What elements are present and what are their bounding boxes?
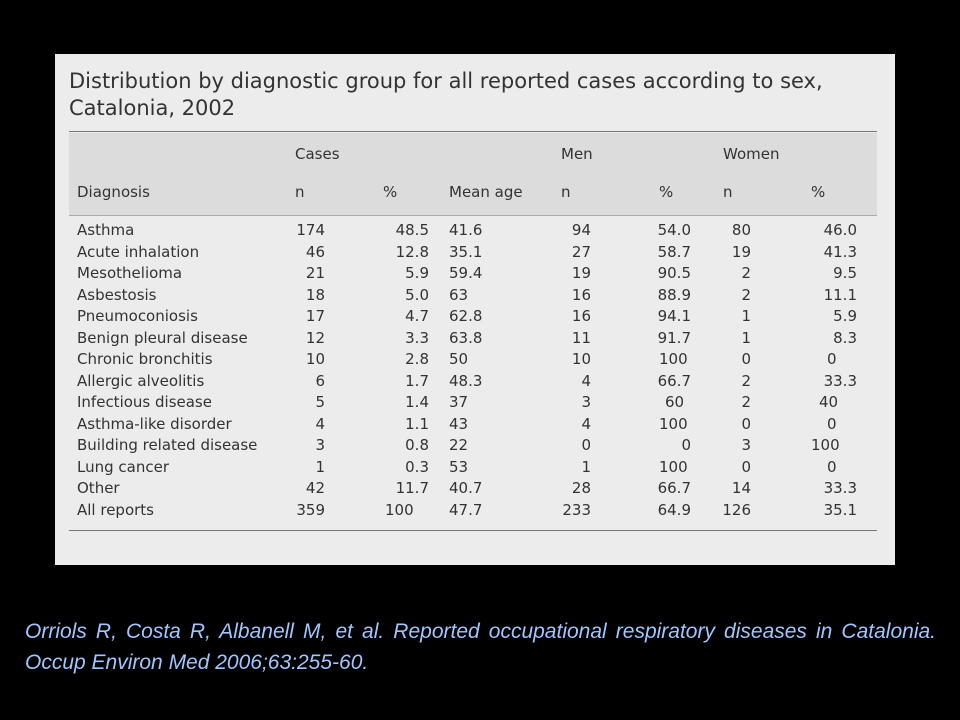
- cases-n-cell: 17: [305, 307, 325, 325]
- men-n-cell: 11: [571, 328, 591, 347]
- women-pct-cell: 11.1: [823, 285, 857, 304]
- men-pct-cell: 100: [659, 350, 688, 368]
- women-n-cell: 126: [722, 500, 751, 519]
- women-n-cell: 0: [741, 350, 751, 368]
- table-row: [55, 435, 895, 457]
- men-n-cell: 16: [571, 307, 591, 325]
- cases-pct-cell: 1.7: [405, 371, 429, 390]
- table-row: [55, 328, 895, 350]
- cases-pct-cell: 12.8: [395, 242, 429, 261]
- men-pct-cell: 90.5: [657, 264, 691, 282]
- cases-n-cell: 12: [305, 328, 325, 347]
- cases-n-cell: 46: [305, 242, 325, 261]
- diagnosis-cell: Infectious disease: [77, 393, 212, 411]
- cases-n-cell: 42: [305, 479, 325, 497]
- men-pct-cell: 91.7: [657, 328, 691, 347]
- women-pct-cell: 46.0: [823, 221, 857, 239]
- women-n-cell: 1: [741, 328, 751, 347]
- group-header-women: Women: [723, 145, 780, 163]
- women-pct-cell: 0: [827, 414, 837, 433]
- table-row: [55, 371, 895, 393]
- mean-age-cell: 41.6: [449, 221, 483, 239]
- women-n-cell: 19: [731, 242, 751, 261]
- men-pct-cell: 94.1: [657, 307, 691, 325]
- men-pct-cell: 100: [659, 414, 688, 433]
- diagnosis-cell: All reports: [77, 500, 154, 519]
- diagnosis-cell: Asbestosis: [77, 285, 157, 304]
- column-header-women-pct: %: [811, 183, 826, 201]
- women-pct-cell: 0: [827, 350, 837, 368]
- men-n-cell: 4: [581, 414, 591, 433]
- cases-n-cell: 4: [315, 414, 325, 433]
- men-n-cell: 233: [562, 500, 591, 519]
- cases-pct-cell: 5.9: [405, 264, 429, 282]
- men-n-cell: 10: [571, 350, 591, 368]
- women-pct-cell: 33.3: [823, 371, 857, 390]
- column-header-men-n: n: [561, 183, 571, 201]
- women-n-cell: 2: [741, 371, 751, 390]
- men-pct-cell: 0: [681, 436, 691, 454]
- group-header-cases: Cases: [295, 145, 340, 163]
- diagnosis-cell: Asthma: [77, 221, 135, 239]
- mean-age-cell: 43: [449, 414, 469, 433]
- men-pct-cell: 64.9: [657, 500, 691, 519]
- table-panel: [55, 54, 895, 565]
- women-pct-cell: 8.3: [833, 328, 857, 347]
- cases-pct-cell: 1.1: [405, 414, 429, 433]
- women-pct-cell: 40: [819, 393, 839, 411]
- cases-n-cell: 6: [315, 371, 325, 390]
- cases-pct-cell: 100: [385, 500, 414, 519]
- diagnosis-cell: Chronic bronchitis: [77, 350, 213, 368]
- men-n-cell: 94: [571, 221, 591, 239]
- table-row-total: [55, 500, 895, 522]
- mean-age-cell: 37: [449, 393, 469, 411]
- men-n-cell: 0: [581, 436, 591, 454]
- men-pct-cell: 100: [659, 457, 688, 476]
- cases-pct-cell: 1.4: [405, 393, 429, 411]
- bottom-rule: [69, 530, 877, 531]
- men-pct-cell: 58.7: [657, 242, 691, 261]
- table-row: [55, 349, 895, 371]
- men-pct-cell: 66.7: [657, 479, 691, 497]
- column-header-men-pct: %: [659, 183, 674, 201]
- mean-age-cell: 63.8: [449, 328, 483, 347]
- men-n-cell: 4: [581, 371, 591, 390]
- men-pct-cell: 88.9: [657, 285, 691, 304]
- column-header-women-n: n: [723, 183, 733, 201]
- men-n-cell: 27: [571, 242, 591, 261]
- mean-age-cell: 63: [449, 285, 469, 304]
- women-pct-cell: 33.3: [823, 479, 857, 497]
- cases-pct-cell: 3.3: [405, 328, 429, 347]
- table-title: Distribution by diagnostic group for all reported cases according to sex, Catalonia, 2002: [69, 69, 823, 120]
- table-row: [55, 285, 895, 307]
- cases-n-cell: 5: [315, 393, 325, 411]
- cases-n-cell: 21: [305, 264, 325, 282]
- women-n-cell: 0: [741, 414, 751, 433]
- cases-n-cell: 10: [305, 350, 325, 368]
- women-n-cell: 2: [741, 285, 751, 304]
- cases-n-cell: 18: [305, 285, 325, 304]
- women-n-cell: 1: [741, 307, 751, 325]
- table-row: [55, 392, 895, 414]
- top-rule: [69, 131, 877, 132]
- table-header: [69, 133, 877, 216]
- cases-pct-cell: 11.7: [395, 479, 429, 497]
- diagnosis-cell: Allergic alveolitis: [77, 371, 205, 390]
- table-row: [55, 414, 895, 436]
- diagnosis-cell: Other: [77, 479, 120, 497]
- women-n-cell: 14: [731, 479, 751, 497]
- diagnosis-cell: Pneumoconiosis: [77, 307, 198, 325]
- column-header-diagnosis: Diagnosis: [77, 183, 150, 201]
- diagnosis-cell: Benign pleural disease: [77, 328, 248, 347]
- cases-pct-cell: 0.3: [405, 457, 429, 476]
- women-n-cell: 0: [741, 457, 751, 476]
- mean-age-cell: 59.4: [449, 264, 483, 282]
- cases-n-cell: 1: [315, 457, 325, 476]
- women-n-cell: 2: [741, 393, 751, 411]
- men-n-cell: 1: [581, 457, 591, 476]
- women-pct-cell: 5.9: [833, 307, 857, 325]
- cases-pct-cell: 48.5: [395, 221, 429, 239]
- cases-n-cell: 174: [296, 221, 325, 239]
- group-header-men: Men: [561, 145, 593, 163]
- women-pct-cell: 35.1: [823, 500, 857, 519]
- women-pct-cell: 100: [811, 436, 840, 454]
- men-pct-cell: 60: [665, 393, 685, 411]
- table-row: [55, 263, 895, 285]
- cases-pct-cell: 5.0: [405, 285, 429, 304]
- table-row: [55, 457, 895, 479]
- table-row: [55, 306, 895, 328]
- table-row: [55, 242, 895, 264]
- men-n-cell: 3: [581, 393, 591, 411]
- cases-pct-cell: 0.8: [405, 436, 429, 454]
- mean-age-cell: 53: [449, 457, 469, 476]
- women-n-cell: 2: [741, 264, 751, 282]
- column-header-mean-age: Mean age: [449, 183, 523, 201]
- table-row: [55, 220, 895, 242]
- cases-n-cell: 359: [296, 500, 325, 519]
- cases-pct-cell: 2.8: [405, 350, 429, 368]
- women-n-cell: 3: [741, 436, 751, 454]
- cases-pct-cell: 4.7: [405, 307, 429, 325]
- women-pct-cell: 9.5: [833, 264, 857, 282]
- table-row: [55, 478, 895, 500]
- mean-age-cell: 62.8: [449, 307, 483, 325]
- diagnosis-cell: Mesothelioma: [77, 264, 183, 282]
- mean-age-cell: 40.7: [449, 479, 483, 497]
- mean-age-cell: 47.7: [449, 500, 483, 519]
- column-header-cases-pct: %: [383, 183, 398, 201]
- diagnosis-cell: Building related disease: [77, 436, 258, 454]
- diagnosis-cell: Asthma-like disorder: [77, 414, 232, 433]
- column-header-cases-n: n: [295, 183, 305, 201]
- cases-n-cell: 3: [315, 436, 325, 454]
- diagnosis-cell: Acute inhalation: [77, 242, 200, 261]
- mean-age-cell: 35.1: [449, 242, 483, 261]
- mean-age-cell: 22: [449, 436, 469, 454]
- mean-age-cell: 48.3: [449, 371, 483, 390]
- men-pct-cell: 66.7: [657, 371, 691, 390]
- mean-age-cell: 50: [449, 350, 469, 368]
- men-n-cell: 19: [571, 264, 591, 282]
- men-n-cell: 16: [571, 285, 591, 304]
- women-pct-cell: 41.3: [823, 242, 857, 261]
- men-pct-cell: 54.0: [657, 221, 691, 239]
- citation: Orriols R, Costa R, Albanell M, et al. Reported occupational respiratory diseases in Catalonia. Occup Environ Med 2006;63:255-60.: [25, 620, 936, 674]
- women-pct-cell: 0: [827, 457, 837, 476]
- men-n-cell: 28: [571, 479, 591, 497]
- diagnosis-cell: Lung cancer: [77, 457, 169, 476]
- women-n-cell: 80: [731, 221, 751, 239]
